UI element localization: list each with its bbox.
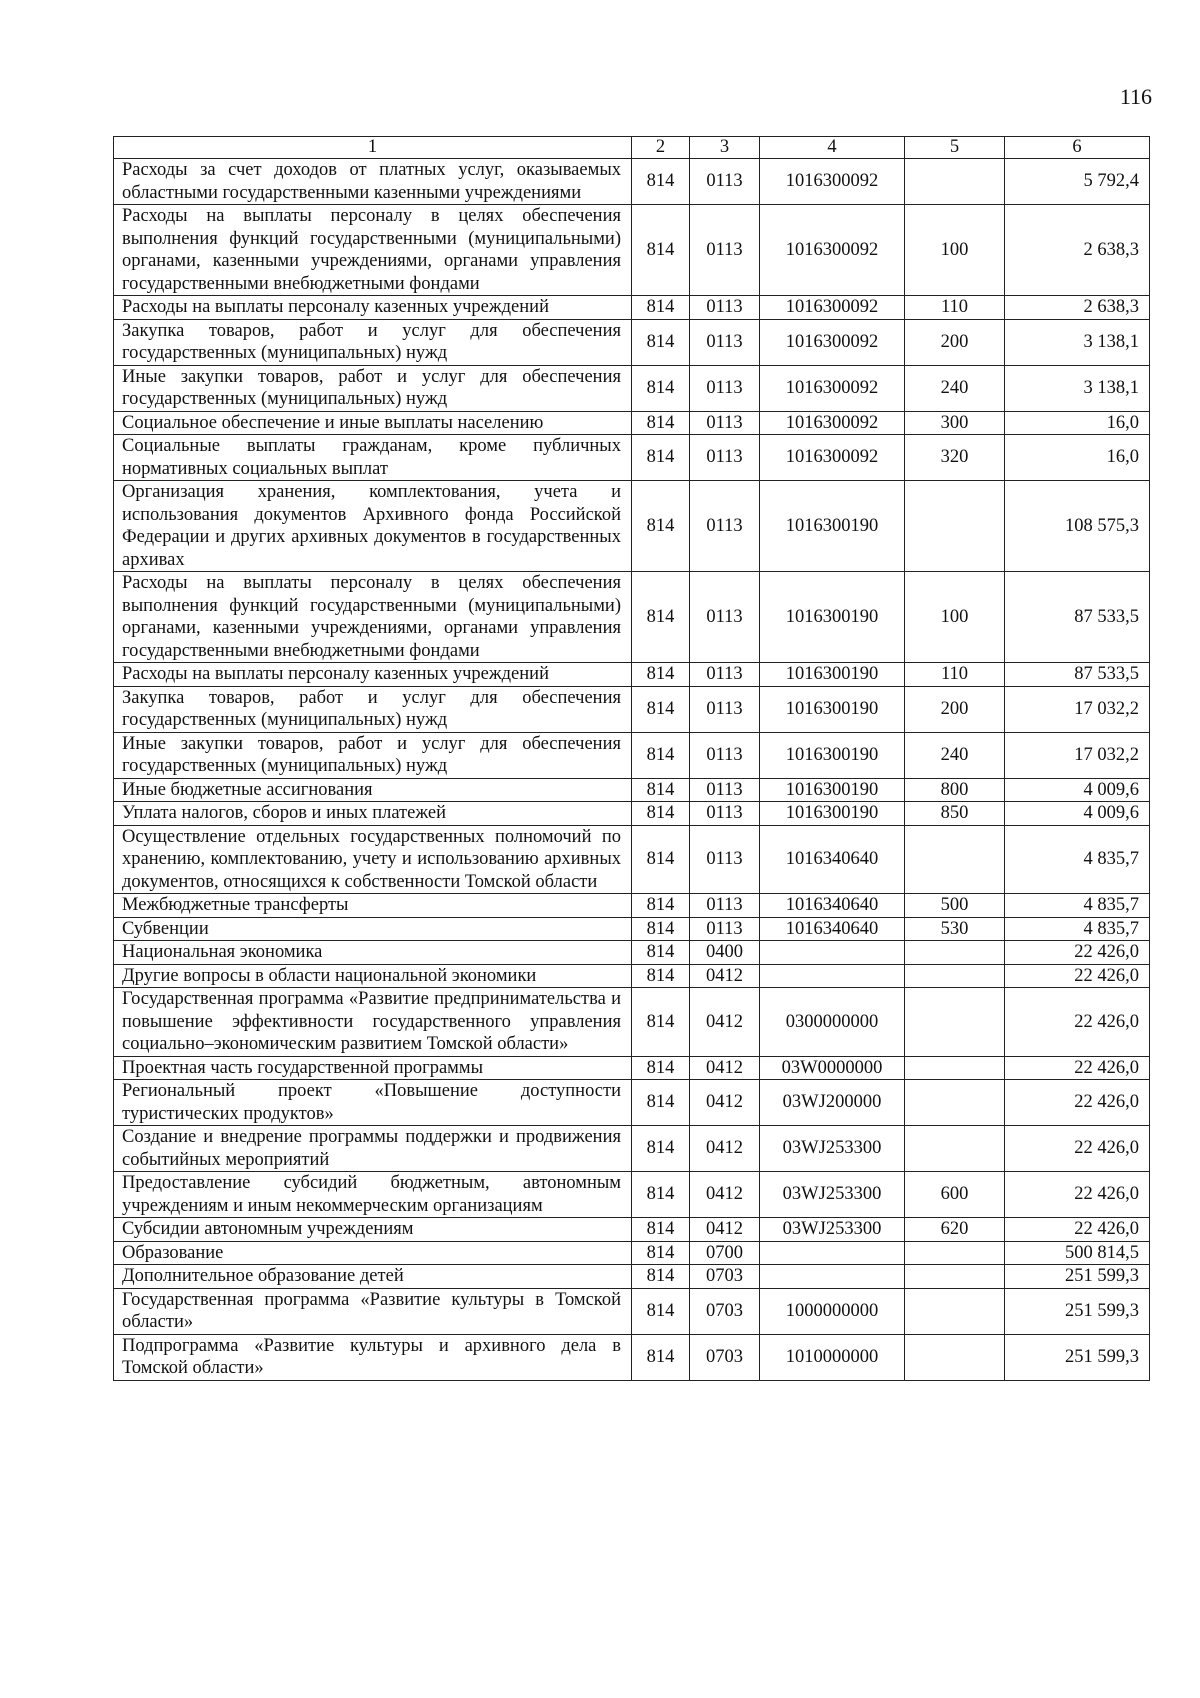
table-row xyxy=(114,481,1150,572)
target-article-cell: 03WJ253300 xyxy=(760,1172,905,1218)
target-article-cell: 1016300092 xyxy=(760,205,905,296)
ministry-code-cell: 814 xyxy=(632,917,690,941)
amount-cell: 16,0 xyxy=(1005,435,1150,481)
expense-type-cell: 110 xyxy=(905,296,1005,320)
section-code-cell: 0412 xyxy=(690,1172,760,1218)
table-row xyxy=(114,1288,1150,1334)
ministry-code-cell: 814 xyxy=(632,572,690,663)
table-row xyxy=(114,941,1150,965)
table-row xyxy=(114,572,1150,663)
table-row xyxy=(114,319,1150,365)
section-code-cell: 0703 xyxy=(690,1288,760,1334)
expense-type-cell xyxy=(905,941,1005,965)
amount-cell: 22 426,0 xyxy=(1005,1172,1150,1218)
ministry-code-cell: 814 xyxy=(632,411,690,435)
section-code-cell: 0113 xyxy=(690,411,760,435)
target-article-cell xyxy=(760,1241,905,1265)
table-row xyxy=(114,1265,1150,1289)
row-name-cell: Социальное обеспечение и иные выплаты населению xyxy=(114,411,632,435)
section-code-cell: 0412 xyxy=(690,1056,760,1080)
row-name-cell: Дополнительное образование детей xyxy=(114,1265,632,1289)
target-article-cell xyxy=(760,964,905,988)
amount-cell: 17 032,2 xyxy=(1005,732,1150,778)
ministry-code-cell: 814 xyxy=(632,435,690,481)
expense-type-cell: 110 xyxy=(905,663,1005,687)
amount-cell: 4 835,7 xyxy=(1005,894,1150,918)
table-row xyxy=(114,411,1150,435)
table-row xyxy=(114,825,1150,894)
section-code-cell: 0412 xyxy=(690,988,760,1057)
target-article-cell: 1000000000 xyxy=(760,1288,905,1334)
expense-type-cell xyxy=(905,988,1005,1057)
table-row xyxy=(114,1241,1150,1265)
expense-type-cell xyxy=(905,1056,1005,1080)
table-row xyxy=(114,917,1150,941)
target-article-cell xyxy=(760,1265,905,1289)
section-code-cell: 0113 xyxy=(690,572,760,663)
ministry-code-cell: 814 xyxy=(632,1218,690,1242)
expense-type-cell xyxy=(905,964,1005,988)
amount-cell: 5 792,4 xyxy=(1005,159,1150,205)
section-code-cell: 0113 xyxy=(690,686,760,732)
ministry-code-cell: 814 xyxy=(632,296,690,320)
ministry-code-cell: 814 xyxy=(632,481,690,572)
amount-cell: 108 575,3 xyxy=(1005,481,1150,572)
amount-cell: 17 032,2 xyxy=(1005,686,1150,732)
section-code-cell: 0113 xyxy=(690,663,760,687)
row-name-cell: Проектная часть государственной программы xyxy=(114,1056,632,1080)
row-name-cell: Национальная экономика xyxy=(114,941,632,965)
section-code-cell: 0113 xyxy=(690,159,760,205)
amount-cell: 2 638,3 xyxy=(1005,205,1150,296)
amount-cell: 3 138,1 xyxy=(1005,365,1150,411)
section-code-cell: 0412 xyxy=(690,1126,760,1172)
budget-table xyxy=(113,136,1150,1381)
ministry-code-cell: 814 xyxy=(632,205,690,296)
expense-type-cell xyxy=(905,1241,1005,1265)
table-row xyxy=(114,1172,1150,1218)
row-name-cell: Закупка товаров, работ и услуг для обеспечения государственных (муниципальных) нужд xyxy=(114,686,632,732)
ministry-code-cell: 814 xyxy=(632,1056,690,1080)
target-article-cell: 03W0000000 xyxy=(760,1056,905,1080)
expense-type-cell xyxy=(905,1288,1005,1334)
ministry-code-cell: 814 xyxy=(632,1288,690,1334)
ministry-code-cell: 814 xyxy=(632,1265,690,1289)
section-code-cell: 0113 xyxy=(690,205,760,296)
target-article-cell: 1016340640 xyxy=(760,917,905,941)
table-row xyxy=(114,296,1150,320)
amount-cell: 22 426,0 xyxy=(1005,1218,1150,1242)
amount-cell: 251 599,3 xyxy=(1005,1265,1150,1289)
table-row xyxy=(114,159,1150,205)
section-code-cell: 0113 xyxy=(690,319,760,365)
row-name-cell: Расходы за счет доходов от платных услуг, оказываемых областными государственными казенными учреждениями xyxy=(114,159,632,205)
target-article-cell: 03WJ253300 xyxy=(760,1218,905,1242)
target-article-cell: 0300000000 xyxy=(760,988,905,1057)
table-row xyxy=(114,365,1150,411)
ministry-code-cell: 814 xyxy=(632,964,690,988)
table-row xyxy=(114,1056,1150,1080)
target-article-cell: 1016300190 xyxy=(760,802,905,826)
page-number: 116 xyxy=(1119,84,1152,109)
ministry-code-cell: 814 xyxy=(632,1241,690,1265)
expense-type-cell: 100 xyxy=(905,205,1005,296)
expense-type-cell xyxy=(905,1334,1005,1380)
amount-cell: 4 835,7 xyxy=(1005,917,1150,941)
target-article-cell: 1016300092 xyxy=(760,159,905,205)
section-code-cell: 0400 xyxy=(690,941,760,965)
row-name-cell: Осуществление отдельных государственных полномочий по хранению, комплектованию, учету и использованию архивных документов, относящихся к собственности Томской области xyxy=(114,825,632,894)
row-name-cell: Субвенции xyxy=(114,917,632,941)
amount-cell: 4 835,7 xyxy=(1005,825,1150,894)
row-name-cell: Расходы на выплаты персоналу в целях обеспечения выполнения функций государственными (муниципальными) органами, казенными учреждениями, органами управления государственными внебюджетными фондами xyxy=(114,572,632,663)
amount-cell: 251 599,3 xyxy=(1005,1288,1150,1334)
target-article-cell: 1016300190 xyxy=(760,732,905,778)
target-article-cell: 1016340640 xyxy=(760,825,905,894)
row-name-cell: Расходы на выплаты персоналу казенных учреждений xyxy=(114,663,632,687)
target-article-cell: 1016300190 xyxy=(760,663,905,687)
section-code-cell: 0113 xyxy=(690,435,760,481)
table-body xyxy=(114,159,1150,1381)
amount-cell: 4 009,6 xyxy=(1005,802,1150,826)
row-name-cell: Социальные выплаты гражданам, кроме публичных нормативных социальных выплат xyxy=(114,435,632,481)
target-article-cell: 1016300190 xyxy=(760,686,905,732)
amount-cell: 500 814,5 xyxy=(1005,1241,1150,1265)
row-name-cell: Межбюджетные трансферты xyxy=(114,894,632,918)
row-name-cell: Расходы на выплаты персоналу в целях обеспечения выполнения функций государственными (муниципальными) органами, казенными учреждениями, органами управления государственными внебюджетными фондами xyxy=(114,205,632,296)
row-name-cell: Другие вопросы в области национальной экономики xyxy=(114,964,632,988)
amount-cell: 2 638,3 xyxy=(1005,296,1150,320)
section-code-cell: 0412 xyxy=(690,964,760,988)
section-code-cell: 0703 xyxy=(690,1265,760,1289)
expense-type-cell: 240 xyxy=(905,732,1005,778)
row-name-cell: Иные бюджетные ассигнования xyxy=(114,778,632,802)
ministry-code-cell: 814 xyxy=(632,686,690,732)
expense-type-cell: 320 xyxy=(905,435,1005,481)
table-row xyxy=(114,778,1150,802)
expense-type-cell xyxy=(905,1126,1005,1172)
target-article-cell: 1016300190 xyxy=(760,778,905,802)
amount-cell: 22 426,0 xyxy=(1005,1056,1150,1080)
table-row xyxy=(114,732,1150,778)
expense-type-cell: 600 xyxy=(905,1172,1005,1218)
table-row xyxy=(114,1218,1150,1242)
expense-type-cell: 620 xyxy=(905,1218,1005,1242)
target-article-cell: 1016300092 xyxy=(760,411,905,435)
section-code-cell: 0113 xyxy=(690,825,760,894)
section-code-cell: 0113 xyxy=(690,894,760,918)
ministry-code-cell: 814 xyxy=(632,825,690,894)
table-row xyxy=(114,802,1150,826)
target-article-cell: 1010000000 xyxy=(760,1334,905,1380)
amount-cell: 251 599,3 xyxy=(1005,1334,1150,1380)
row-name-cell: Образование xyxy=(114,1241,632,1265)
row-name-cell: Региональный проект «Повышение доступности туристических продуктов» xyxy=(114,1080,632,1126)
amount-cell: 22 426,0 xyxy=(1005,964,1150,988)
amount-cell: 4 009,6 xyxy=(1005,778,1150,802)
section-code-cell: 0703 xyxy=(690,1334,760,1380)
column-header: 3 xyxy=(690,137,760,159)
table-row xyxy=(114,988,1150,1057)
amount-cell: 22 426,0 xyxy=(1005,941,1150,965)
section-code-cell: 0113 xyxy=(690,802,760,826)
ministry-code-cell: 814 xyxy=(632,988,690,1057)
ministry-code-cell: 814 xyxy=(632,1080,690,1126)
row-name-cell: Создание и внедрение программы поддержки и продвижения событийных мероприятий xyxy=(114,1126,632,1172)
table-row xyxy=(114,686,1150,732)
section-code-cell: 0412 xyxy=(690,1080,760,1126)
amount-cell: 16,0 xyxy=(1005,411,1150,435)
ministry-code-cell: 814 xyxy=(632,894,690,918)
expense-type-cell: 530 xyxy=(905,917,1005,941)
table-row xyxy=(114,663,1150,687)
section-code-cell: 0412 xyxy=(690,1218,760,1242)
ministry-code-cell: 814 xyxy=(632,802,690,826)
expense-type-cell: 850 xyxy=(905,802,1005,826)
table-row xyxy=(114,1080,1150,1126)
row-name-cell: Расходы на выплаты персоналу казенных учреждений xyxy=(114,296,632,320)
target-article-cell: 1016300190 xyxy=(760,481,905,572)
table-row xyxy=(114,894,1150,918)
ministry-code-cell: 814 xyxy=(632,778,690,802)
target-article-cell: 03WJ253300 xyxy=(760,1126,905,1172)
amount-cell: 87 533,5 xyxy=(1005,663,1150,687)
section-code-cell: 0113 xyxy=(690,917,760,941)
amount-cell: 87 533,5 xyxy=(1005,572,1150,663)
row-name-cell: Предоставление субсидий бюджетным, автономным учреждениям и иным некоммерческим организациям xyxy=(114,1172,632,1218)
expense-type-cell xyxy=(905,159,1005,205)
expense-type-cell: 200 xyxy=(905,319,1005,365)
section-code-cell: 0113 xyxy=(690,365,760,411)
ministry-code-cell: 814 xyxy=(632,1334,690,1380)
ministry-code-cell: 814 xyxy=(632,663,690,687)
amount-cell: 22 426,0 xyxy=(1005,1126,1150,1172)
ministry-code-cell: 814 xyxy=(632,941,690,965)
target-article-cell: 1016300190 xyxy=(760,572,905,663)
row-name-cell: Уплата налогов, сборов и иных платежей xyxy=(114,802,632,826)
target-article-cell: 1016300092 xyxy=(760,365,905,411)
row-name-cell: Подпрограмма «Развитие культуры и архивного дела в Томской области» xyxy=(114,1334,632,1380)
expense-type-cell: 200 xyxy=(905,686,1005,732)
target-article-cell: 03WJ200000 xyxy=(760,1080,905,1126)
column-header: 6 xyxy=(1005,137,1150,159)
section-code-cell: 0113 xyxy=(690,732,760,778)
expense-type-cell xyxy=(905,1265,1005,1289)
amount-cell: 22 426,0 xyxy=(1005,1080,1150,1126)
ministry-code-cell: 814 xyxy=(632,732,690,778)
expense-type-cell xyxy=(905,825,1005,894)
target-article-cell: 1016300092 xyxy=(760,296,905,320)
column-header: 1 xyxy=(114,137,632,159)
table-header xyxy=(114,137,1150,159)
amount-cell: 3 138,1 xyxy=(1005,319,1150,365)
expense-type-cell: 100 xyxy=(905,572,1005,663)
column-header: 2 xyxy=(632,137,690,159)
header-row xyxy=(114,137,1150,159)
expense-type-cell: 500 xyxy=(905,894,1005,918)
section-code-cell: 0113 xyxy=(690,778,760,802)
expense-type-cell: 800 xyxy=(905,778,1005,802)
row-name-cell: Иные закупки товаров, работ и услуг для обеспечения государственных (муниципальных) нужд xyxy=(114,365,632,411)
table-row xyxy=(114,1334,1150,1380)
expense-type-cell xyxy=(905,1080,1005,1126)
target-article-cell xyxy=(760,941,905,965)
target-article-cell: 1016340640 xyxy=(760,894,905,918)
row-name-cell: Иные закупки товаров, работ и услуг для обеспечения государственных (муниципальных) нужд xyxy=(114,732,632,778)
section-code-cell: 0700 xyxy=(690,1241,760,1265)
table-row xyxy=(114,435,1150,481)
table-row xyxy=(114,1126,1150,1172)
ministry-code-cell: 814 xyxy=(632,1126,690,1172)
row-name-cell: Государственная программа «Развитие культуры в Томской области» xyxy=(114,1288,632,1334)
row-name-cell: Организация хранения, комплектования, учета и использования документов Архивного фонда Российской Федерации и других архивных документов в государственных архивах xyxy=(114,481,632,572)
expense-type-cell: 240 xyxy=(905,365,1005,411)
row-name-cell: Закупка товаров, работ и услуг для обеспечения государственных (муниципальных) нужд xyxy=(114,319,632,365)
table-row xyxy=(114,964,1150,988)
target-article-cell: 1016300092 xyxy=(760,319,905,365)
ministry-code-cell: 814 xyxy=(632,365,690,411)
section-code-cell: 0113 xyxy=(690,296,760,320)
table-row xyxy=(114,205,1150,296)
target-article-cell: 1016300092 xyxy=(760,435,905,481)
row-name-cell: Государственная программа «Развитие предпринимательства и повышение эффективности государственного управления социально–экономическим развитием Томской области» xyxy=(114,988,632,1057)
ministry-code-cell: 814 xyxy=(632,319,690,365)
amount-cell: 22 426,0 xyxy=(1005,988,1150,1057)
column-header: 4 xyxy=(760,137,905,159)
row-name-cell: Субсидии автономным учреждениям xyxy=(114,1218,632,1242)
expense-type-cell: 300 xyxy=(905,411,1005,435)
expense-type-cell xyxy=(905,481,1005,572)
section-code-cell: 0113 xyxy=(690,481,760,572)
ministry-code-cell: 814 xyxy=(632,1172,690,1218)
column-header: 5 xyxy=(905,137,1005,159)
ministry-code-cell: 814 xyxy=(632,159,690,205)
